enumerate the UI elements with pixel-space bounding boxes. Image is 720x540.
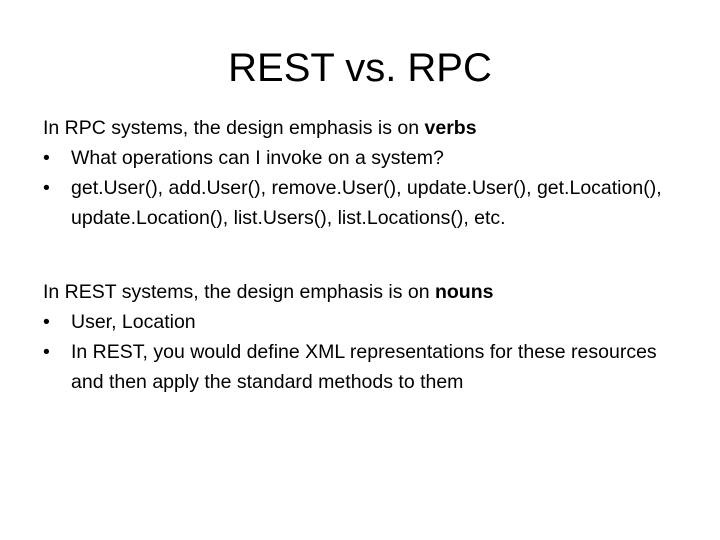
bullet-text: What operations can I invoke on a system?	[71, 147, 444, 169]
rpc-emphasis: verbs	[424, 117, 477, 139]
bullet-icon: •	[43, 147, 50, 169]
rest-bullet-list	[43, 307, 663, 397]
list-item	[43, 307, 663, 337]
list-item	[43, 173, 663, 233]
rest-emphasis: nouns	[434, 281, 494, 303]
bullet-icon: •	[43, 177, 50, 199]
list-item	[43, 337, 663, 397]
rpc-bullet-list	[43, 143, 663, 233]
slide-title: REST vs. RPC	[228, 46, 492, 90]
rpc-intro-text: In RPC systems, the design emphasis is on	[43, 117, 425, 139]
bullet-text: User, Location	[71, 311, 196, 333]
bullet-text: In REST, you would define XML representations for these resources and then apply the standard methods to them	[71, 341, 657, 393]
rest-intro-text: In REST systems, the design emphasis is on	[43, 281, 435, 303]
list-item	[43, 143, 663, 173]
bullet-icon: •	[43, 311, 50, 333]
bullet-text: get.User(), add.User(), remove.User(), update.User(), get.Location(), update.Location(), list.Users(), list.Locations(), etc.	[71, 177, 662, 229]
slide-body	[43, 113, 663, 397]
rpc-intro	[43, 113, 663, 143]
section-gap	[43, 233, 663, 277]
bullet-icon: •	[43, 341, 50, 363]
rest-intro	[43, 277, 663, 307]
